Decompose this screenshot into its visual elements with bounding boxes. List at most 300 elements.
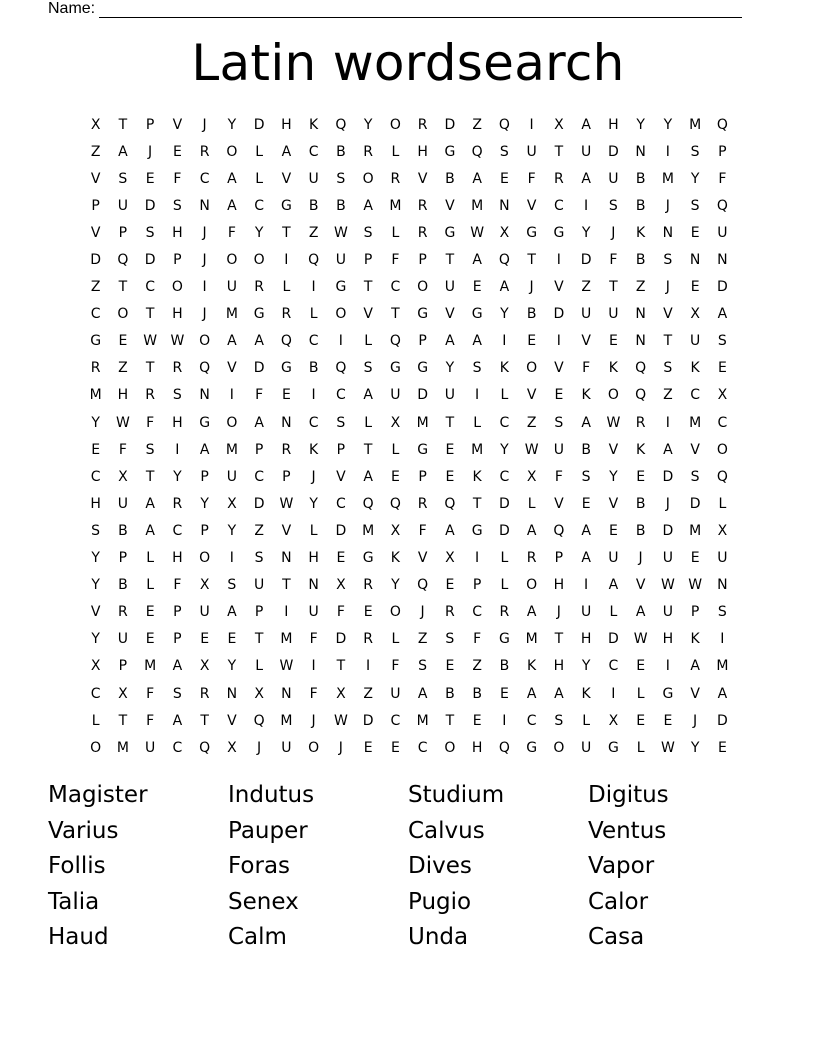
grid-letter: E [200,631,210,648]
grid-letter: C [690,387,701,404]
grid-letter: V [417,550,428,567]
grid-letter: B [472,685,482,702]
grid-letter: A [417,685,428,702]
grid-letter: S [581,468,591,485]
grid-letter: P [718,143,727,160]
grid-letter: I [556,252,561,269]
grid-letter: F [609,252,618,269]
grid-letter: E [91,441,101,458]
grid-letter: E [281,387,291,404]
grid-letter: E [363,739,373,756]
grid-letter: R [554,170,564,187]
grid-letter: L [391,224,400,241]
grid-letter: T [445,712,455,729]
grid-letter: K [390,550,400,567]
grid-letter: S [690,468,700,485]
grid-letter: U [581,143,592,160]
grid-letter: I [284,604,289,621]
grid-letter: J [665,495,670,512]
grid-letter: O [117,306,129,323]
grid-letter: Y [91,577,100,594]
grid-letter: W [660,577,675,594]
grid-letter: M [225,441,238,458]
grid-letter: U [335,252,346,269]
grid-letter: G [471,522,483,539]
word-list [48,778,788,956]
grid-letter: C [172,522,183,539]
grid-letter: V [554,360,564,377]
grid-letter: N [689,252,701,269]
grid-letter: U [199,604,210,621]
grid-letter: S [690,197,700,214]
grid-letter: A [472,252,482,269]
grid-letter: E [717,360,727,377]
grid-letter: H [417,143,428,160]
grid-letter: Y [200,495,209,512]
grid-letter: K [581,387,591,404]
grid-letter: L [309,522,318,539]
word-list-item: Talia [48,888,100,915]
grid-letter: D [498,522,510,539]
grid-letter: D [417,387,429,404]
grid-letter: A [717,685,728,702]
grid-letter: I [529,116,534,133]
grid-letter: Z [363,685,373,702]
grid-letter: V [90,170,101,187]
grid-letter: J [148,143,153,160]
grid-letter: X [445,550,455,567]
grid-letter: L [391,143,400,160]
grid-letter: P [118,550,128,567]
grid-letter: C [553,197,564,214]
grid-letter: N [635,306,646,323]
grid-letter: M [689,522,702,539]
grid-letter: I [311,279,316,296]
grid-letter: Q [444,495,456,512]
grid-letter: B [336,197,346,214]
grid-letter: C [90,306,101,323]
grid-letter: C [254,468,265,485]
grid-letter: Z [308,224,319,241]
grid-letter: L [146,550,155,567]
grid-letter: X [390,414,401,431]
grid-letter: I [584,197,589,214]
grid-letter: J [338,739,343,756]
grid-letter: N [308,577,319,594]
grid-letter: D [444,116,456,133]
grid-letter: G [199,414,211,431]
grid-letter: F [146,712,155,729]
grid-letter: S [363,224,373,241]
grid-letter: C [172,739,183,756]
grid-letter: Y [500,441,509,458]
grid-letter: L [255,170,264,187]
grid-letter: U [608,170,619,187]
grid-letter: Q [635,360,647,377]
grid-letter: F [582,360,591,377]
grid-letter: N [199,197,210,214]
grid-letter: Q [117,252,129,269]
grid-letter: P [200,468,209,485]
grid-letter: S [608,197,618,214]
grid-letter: U [226,279,237,296]
grid-letter: C [472,604,483,621]
grid-letter: V [445,197,455,214]
word-list-item: Digitus [588,782,669,808]
grid-letter: N [281,550,292,567]
grid-letter: M [116,739,129,756]
grid-letter: G [471,306,483,323]
grid-letter: M [689,414,702,431]
grid-letter: O [444,739,456,756]
grid-letter: W [524,441,539,458]
grid-letter: L [91,712,100,729]
grid-letter: F [718,170,727,187]
grid-letter: M [416,712,429,729]
grid-letter: H [308,550,319,567]
grid-letter: M [280,712,293,729]
grid-letter: Y [445,360,455,377]
grid-letter: N [717,577,728,594]
grid-letter: P [418,252,427,269]
grid-letter: G [553,224,565,241]
grid-letter: Q [362,495,374,512]
grid-letter: G [389,360,401,377]
grid-letter: Q [199,739,211,756]
grid-letter: I [611,685,616,702]
grid-letter: Q [308,252,320,269]
grid-letter: M [389,197,402,214]
grid-letter: O [90,739,102,756]
grid-letter: C [90,468,101,485]
grid-letter: Y [581,658,591,675]
grid-letter: Y [227,658,237,675]
grid-letter: R [417,495,428,512]
grid-letter: D [662,468,674,485]
grid-letter: E [472,279,482,296]
grid-letter: E [636,658,646,675]
grid-letter: P [173,631,182,648]
grid-letter: E [636,712,646,729]
grid-letter: U [717,224,728,241]
grid-letter: C [199,170,210,187]
grid-letter: O [335,306,347,323]
grid-letter: F [309,685,318,702]
grid-letter: R [90,360,101,377]
grid-letter: U [553,441,564,458]
grid-letter: X [254,685,264,702]
grid-letter: Q [335,360,347,377]
grid-letter: C [717,414,728,431]
grid-letter: D [662,522,674,539]
grid-letter: K [636,441,646,458]
grid-letter: B [118,522,128,539]
grid-letter: L [500,577,509,594]
grid-letter: E [608,522,618,539]
grid-letter: R [526,550,537,567]
grid-letter: J [202,224,207,241]
grid-letter: C [308,333,319,350]
grid-letter: A [227,604,237,621]
grid-letter: A [717,306,728,323]
grid-letter: K [309,116,319,133]
grid-letter: T [445,414,455,431]
grid-letter: T [391,306,400,323]
grid-letter: G [444,224,456,241]
grid-letter: P [363,252,373,269]
grid-letter: E [581,495,591,512]
grid-letter: A [690,658,700,675]
grid-letter: V [526,197,537,214]
grid-letter: B [499,658,510,675]
grid-letter: M [144,658,157,675]
grid-letter: U [717,550,728,567]
grid-letter: O [199,333,211,350]
grid-letter: P [418,333,427,350]
grid-letter: N [717,252,728,269]
grid-letter: U [581,739,592,756]
grid-letter: W [606,414,621,431]
grid-letter: S [663,252,673,269]
grid-letter: I [229,550,234,567]
grid-letter: U [226,468,237,485]
grid-letter: F [227,224,236,241]
grid-letter: J [257,739,262,756]
grid-letter: A [227,333,237,350]
grid-letter: P [118,224,128,241]
grid-letter: L [636,685,645,702]
grid-letter: C [335,387,346,404]
grid-letter: O [253,252,265,269]
grid-letter: V [281,170,292,187]
grid-letter: O [362,170,374,187]
grid-letter: V [417,170,428,187]
grid-letter: S [254,550,264,567]
grid-letter: M [716,658,729,675]
grid-letter: J [529,279,534,296]
grid-letter: L [582,712,591,729]
grid-letter: Y [363,116,373,133]
grid-letter: V [227,712,237,729]
grid-letter: Z [472,658,482,675]
grid-letter: I [475,387,480,404]
grid-letter: R [172,495,183,512]
grid-letter: B [635,170,646,187]
grid-letter: Q [498,116,510,133]
grid-letter: P [173,252,182,269]
grid-letter: B [118,577,128,594]
grid-letter: U [444,387,455,404]
grid-letter: Y [91,631,100,648]
grid-letter: D [580,252,592,269]
grid-letter: U [308,170,319,187]
word-list-item: Ventus [588,817,667,844]
grid-letter: L [255,658,264,675]
grid-letter: K [581,685,591,702]
grid-letter: S [717,333,727,350]
grid-letter: V [526,387,537,404]
grid-letter: A [363,197,373,214]
grid-letter: R [499,604,510,621]
grid-letter: O [389,116,401,133]
grid-letter: R [199,143,210,160]
grid-letter: Q [716,468,728,485]
grid-letter: R [254,279,264,296]
name-label: Name: [48,0,96,17]
grid-letter: Z [254,522,264,539]
grid-letter: Q [417,577,429,594]
grid-letter: V [90,604,101,621]
grid-letter: X [336,685,346,702]
word-list-item: Vapor [588,853,655,879]
grid-letter: G [280,197,292,214]
name-field [48,0,742,18]
grid-letter: O [526,360,538,377]
grid-letter: I [284,252,289,269]
grid-letter: E [118,333,128,350]
grid-letter: Y [690,170,700,187]
grid-letter: E [690,224,700,241]
grid-letter: D [553,306,565,323]
grid-letter: K [527,658,537,675]
grid-letter: A [145,495,155,512]
grid-letter: P [554,550,564,567]
grid-letter: J [638,550,643,567]
grid-letter: X [90,658,101,675]
grid-letter: P [145,116,155,133]
grid-letter: C [608,658,619,675]
grid-letter: S [445,631,455,648]
grid-letter: E [608,333,618,350]
grid-letter: B [445,170,455,187]
grid-letter: C [308,414,319,431]
grid-letter: V [690,441,700,458]
word-list-item: Calvus [408,817,485,844]
grid-letter: G [526,739,538,756]
grid-letter: F [391,252,400,269]
grid-letter: E [227,631,237,648]
grid-letter: O [171,279,183,296]
grid-letter: E [636,468,646,485]
grid-letter: B [308,360,319,377]
grid-letter: J [665,279,670,296]
grid-letter: O [199,550,211,567]
grid-letter: A [254,414,264,431]
grid-letter: V [281,522,292,539]
grid-letter: F [173,577,182,594]
grid-letter: E [445,658,455,675]
grid-letter: U [117,495,128,512]
letter-grid [82,111,736,761]
grid-letter: S [145,441,155,458]
grid-letter: D [362,712,374,729]
grid-letter: Y [254,224,264,241]
grid-letter: C [390,279,401,296]
grid-letter: S [472,360,482,377]
grid-letter: D [90,252,102,269]
grid-letter: L [391,441,400,458]
grid-letter: Q [498,739,510,756]
grid-letter: T [118,712,128,729]
grid-letter: M [689,116,702,133]
grid-letter: U [308,604,319,621]
grid-letter: M [280,631,293,648]
grid-letter: H [553,577,565,594]
grid-letter: X [336,577,346,594]
grid-letter: M [416,414,429,431]
grid-letter: A [581,116,591,133]
grid-letter: A [227,170,237,187]
grid-letter: U [662,550,673,567]
grid-letter: K [690,631,700,648]
grid-letter: I [665,414,670,431]
grid-letter: Q [498,252,510,269]
grid-letter: U [254,577,265,594]
grid-letter: W [660,739,675,756]
grid-letter: E [445,468,455,485]
grid-letter: W [470,224,485,241]
grid-letter: X [118,468,128,485]
grid-letter: J [311,712,316,729]
grid-letter: B [635,522,646,539]
grid-letter: W [143,333,158,350]
grid-letter: B [635,252,646,269]
grid-letter: M [471,441,484,458]
grid-letter: Y [91,550,100,567]
grid-letter: A [281,143,292,160]
grid-letter: S [336,170,346,187]
grid-letter: S [363,360,373,377]
grid-letter: A [472,170,482,187]
grid-letter: O [226,143,238,160]
grid-letter: Y [663,116,673,133]
grid-letter: P [336,441,346,458]
grid-letter: T [527,252,536,269]
grid-letter: A [445,522,455,539]
grid-letter: D [716,712,728,729]
grid-letter: N [635,143,646,160]
grid-letter: F [418,522,427,539]
grid-letter: J [611,224,616,241]
word-list-item: Haud [48,924,109,950]
grid-letter: R [118,604,128,621]
grid-letter: A [581,414,591,431]
grid-letter: Z [417,631,428,648]
grid-letter: R [281,441,292,458]
grid-letter: E [145,631,155,648]
grid-letter: U [145,739,156,756]
grid-letter: C [254,197,265,214]
grid-letter: K [690,360,700,377]
grid-letter: Q [389,333,401,350]
grid-letter: H [172,306,183,323]
grid-letter: H [281,116,292,133]
grid-letter: Y [91,414,100,431]
grid-letter: S [554,712,564,729]
grid-letter: S [172,387,182,404]
grid-letter: F [336,604,345,621]
grid-letter: O [716,441,728,458]
grid-letter: A [145,522,155,539]
grid-letter: O [308,739,320,756]
grid-letter: T [282,577,291,594]
grid-letter: X [608,712,619,729]
grid-letter: W [633,631,648,648]
grid-letter: N [662,224,674,241]
grid-letter: E [390,468,400,485]
grid-letter: E [445,577,455,594]
grid-letter: J [556,604,561,621]
